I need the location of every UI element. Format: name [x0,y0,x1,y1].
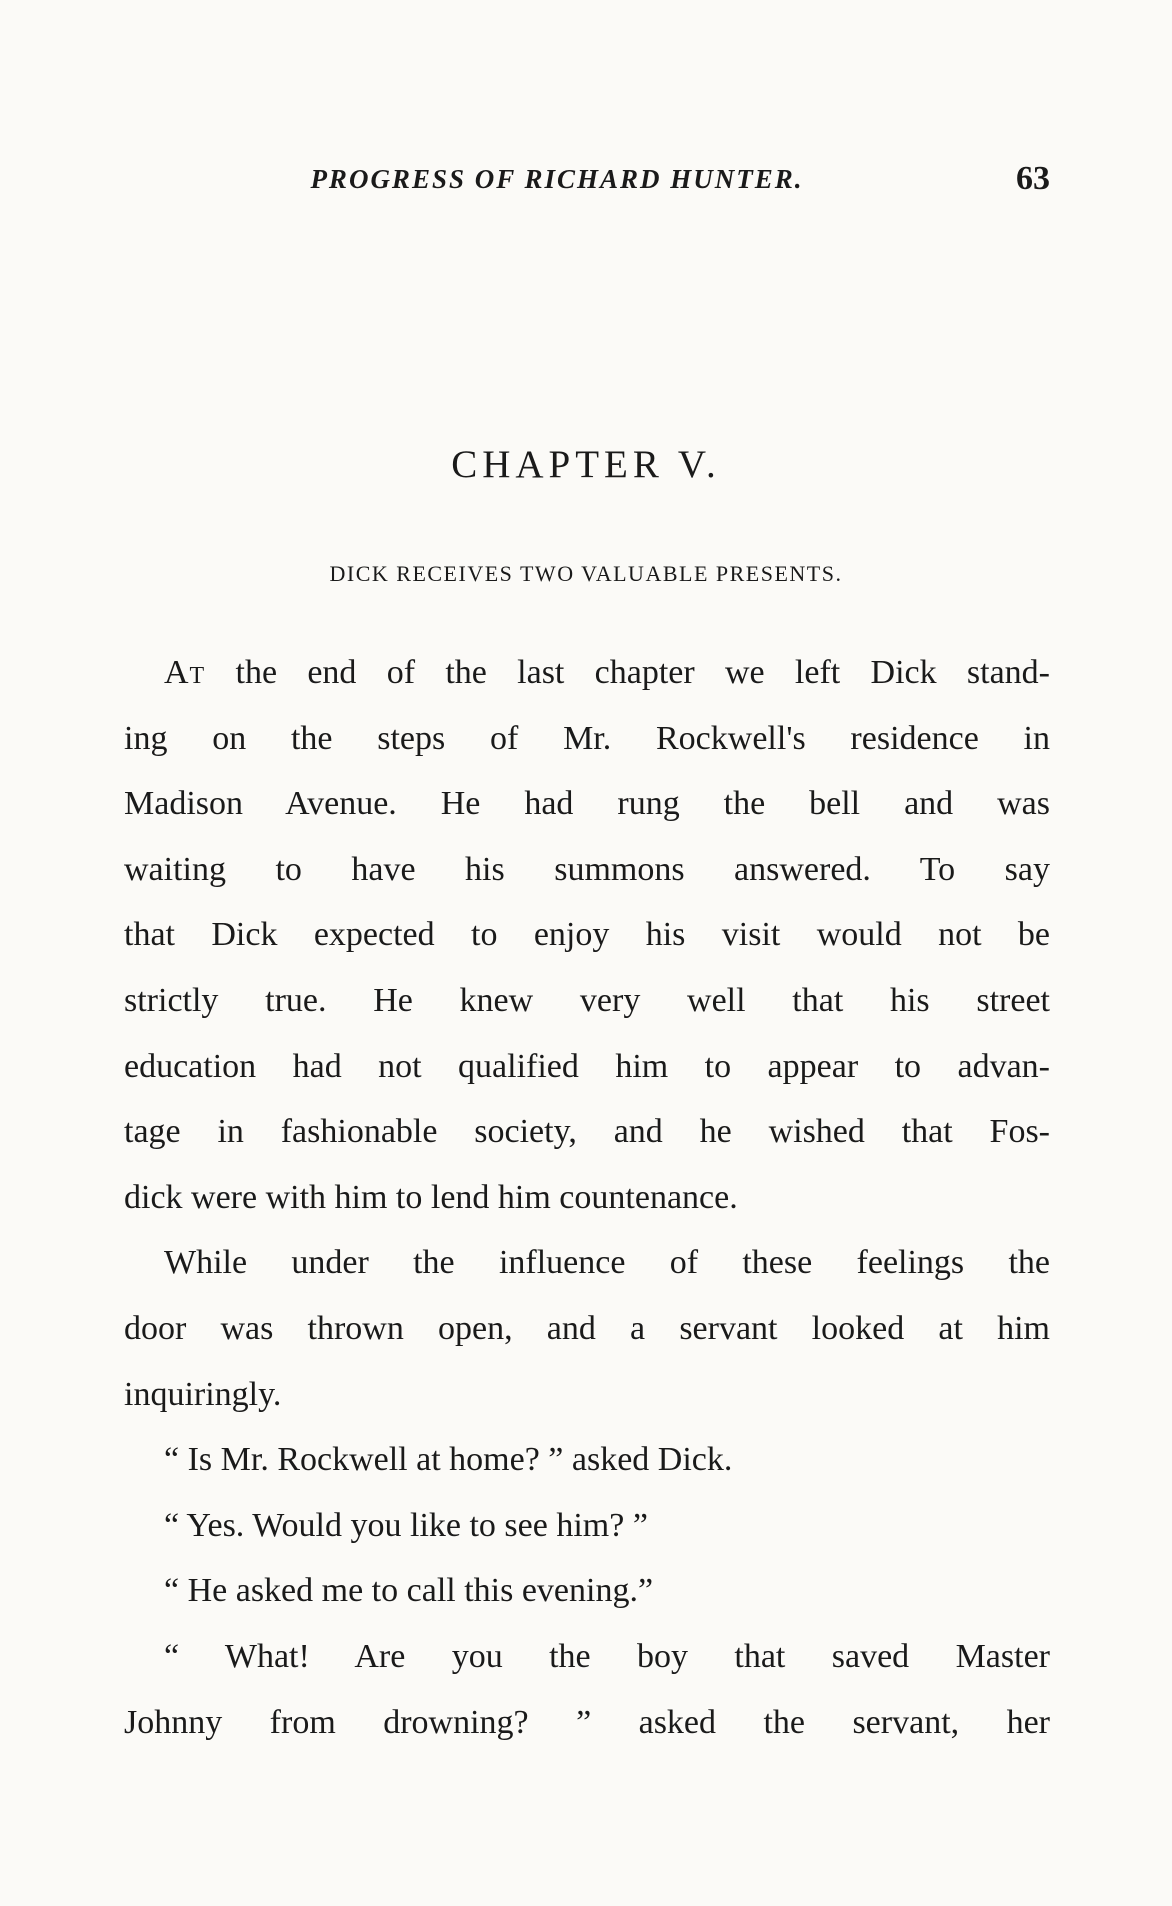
text-line [124,640,1050,706]
text-line: While under the influence of these feelings the [164,1244,1050,1282]
running-head [124,160,1050,204]
dialogue-line: “ Yes. Would you like to see him? ” [164,1506,648,1544]
text-line: waiting to have his summons answered. To say [124,850,1050,888]
text-line: tage in fashionable society, and he wished that Fos- [124,1113,1050,1151]
dropcap: At [164,654,206,691]
text-line: strictly true. He knew very well that his street [124,981,1050,1019]
line-text: the end of the last chapter we left Dick stand- [205,654,1050,691]
text-line: Madison Avenue. He had rung the bell and was [124,785,1050,823]
dialogue-line: “ What! Are you the boy that saved Master [164,1637,1050,1675]
text-line: dick were with him to lend him countenance. [124,1178,738,1216]
text-line: ing on the steps of Mr. Rockwell's residence in [124,719,1050,757]
dialogue-line: Johnny from drowning? ” asked the servant, her [124,1703,1050,1741]
text-line: education had not qualified him to appear to advan- [124,1047,1050,1085]
text-line: inquiringly. [124,1375,282,1413]
running-title: PROGRESS OF RICHARD HUNTER. [310,164,804,194]
chapter-subtitle: DICK RECEIVES TWO VALUABLE PRESENTS. [329,561,843,586]
dialogue-line: “ Is Mr. Rockwell at home? ” asked Dick. [164,1441,733,1479]
text-line: door was thrown open, and a servant looked at him [124,1309,1050,1347]
chapter-title: CHAPTER V. [451,443,721,486]
page-number: 63 [1016,160,1050,197]
text-line: that Dick expected to enjoy his visit would not be [124,916,1050,954]
dialogue-line: “ He asked me to call this evening.” [164,1572,654,1610]
body-text [124,640,1050,1755]
